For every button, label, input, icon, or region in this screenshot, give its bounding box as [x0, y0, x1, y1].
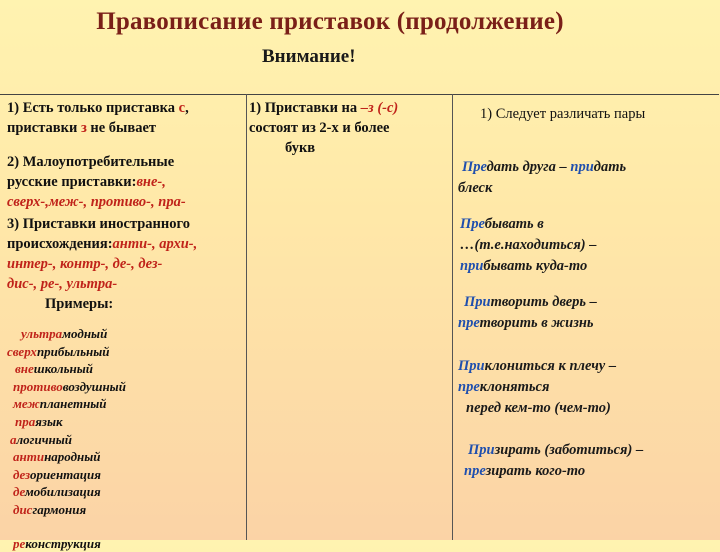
- rule-2: 2) Малоупотребительные русские приставки:вне-, сверх-,меж-, противо-, пра-: [7, 154, 186, 210]
- list-item: сверхприбыльный: [7, 343, 110, 359]
- page-title: Правописание приставок (продолжение): [96, 8, 564, 35]
- list-item: межпланетный: [13, 396, 107, 412]
- list-item: демобилизация: [13, 484, 101, 500]
- rule-3: 3) Приставки иностранного происхождения:анти-, архи-, интер-, контр-, де-, дез- дис-, ре-, ультра-: [7, 216, 198, 292]
- list-item: дезориентация: [13, 466, 101, 482]
- list-item: противовоздушный: [13, 378, 126, 394]
- list-item: ультрамодный: [21, 326, 108, 341]
- list-item: антинародный: [13, 449, 101, 465]
- list-item: внешкольный: [15, 361, 93, 377]
- pair-5: Призирать (заботиться) – презирать кого-то: [464, 442, 644, 479]
- pairs-header: 1) Следует различать пары: [480, 106, 646, 122]
- rule-1: 1) Есть только приставка с, приставки з не бывает: [7, 100, 189, 136]
- column-divider-2: [452, 94, 453, 540]
- examples-label: Примеры:: [45, 296, 114, 312]
- list-item: алогичный: [10, 431, 72, 447]
- attention-heading: Внимание!: [262, 46, 356, 67]
- pair-3: Притворить дверь – претворить в жизнь: [458, 294, 597, 331]
- list-item: дисгармония: [13, 501, 87, 517]
- list-item: праязык: [15, 413, 63, 429]
- column-z-s-rule: 1) Приставки на –з (-с) состоят из 2-х и более букв: [249, 100, 399, 156]
- pair-2: Пребывать в …(т.е.находиться) – прибывать куда-то: [460, 216, 597, 274]
- column-rules: [7, 98, 247, 314]
- examples-list: [5, 325, 126, 552]
- list-item: реконструкция: [13, 535, 101, 551]
- pair-1: Предать друга – придать блеск: [458, 159, 627, 196]
- pair-4: Приклониться к плечу – преклоняться перед кем-то (чем-то): [458, 358, 617, 416]
